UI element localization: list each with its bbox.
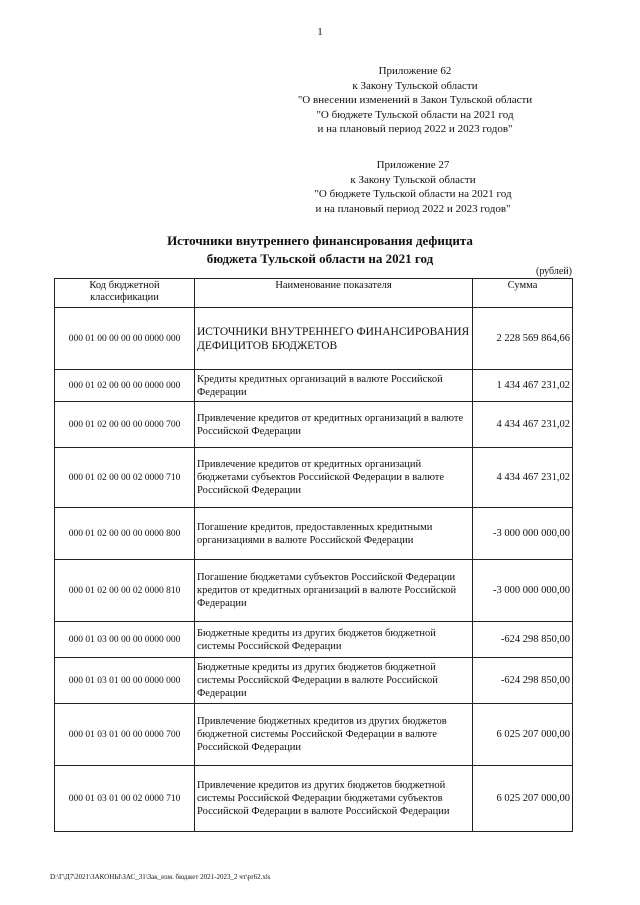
table-row xyxy=(55,508,573,560)
table-row xyxy=(55,704,573,766)
table-row xyxy=(55,402,573,448)
row-code: 000 01 02 00 00 00 0000 700 xyxy=(55,402,195,448)
row-amount: 6 025 207 000,00 xyxy=(473,704,573,766)
row-name: Бюджетные кредиты из других бюджетов бюджетной системы Российской Федерации в валюте Российской Федерации xyxy=(195,658,473,704)
header-amount: Сумма xyxy=(473,279,573,308)
row-code: 000 01 03 01 00 02 0000 710 xyxy=(55,766,195,832)
row-code: 000 01 03 00 00 00 0000 000 xyxy=(55,622,195,658)
table-row xyxy=(55,766,573,832)
row-code: 000 01 02 00 00 00 0000 000 xyxy=(55,370,195,402)
document-title-line: Источники внутреннего финансирования дефицита xyxy=(167,233,473,248)
row-amount: -624 298 850,00 xyxy=(473,622,573,658)
page-number: 1 xyxy=(317,26,323,38)
appendix-62-line: "О внесении изменений в Закон Тульской области xyxy=(297,94,533,106)
row-amount: -3 000 000 000,00 xyxy=(473,508,573,560)
appendix-27-line: и на плановый период 2022 и 2023 годов" xyxy=(315,202,511,215)
row-amount: 6 025 207 000,00 xyxy=(473,766,573,832)
appendix-27-line: "О бюджете Тульской области на 2021 год xyxy=(314,188,512,200)
footer-file-path: D:\Г\Д7\2021\ЗАКОНЫ\ЗАС_31\Зак_изм. бюджет 2021-2023_2 чт\pr62.xls xyxy=(50,873,271,881)
row-code: 000 01 02 00 00 02 0000 710 xyxy=(55,448,195,508)
row-name: Привлечение бюджетных кредитов из других бюджетов бюджетной системы Российской Федерации в валюте Российской Федерации xyxy=(195,704,473,766)
table-row xyxy=(55,370,573,402)
table-row xyxy=(55,622,573,658)
appendix-62-line: и на плановый период 2022 и 2023 годов" xyxy=(317,123,513,135)
units-label: (рублей) xyxy=(535,266,572,277)
row-name: Привлечение кредитов от кредитных организаций бюджетами субъектов Российской Федерации в валюте Российской Федерации xyxy=(195,448,473,508)
row-name: Привлечение кредитов из других бюджетов бюджетной системы Российской Федерации бюджетами субъектов Российской Федерации в валюте Российской Федерации xyxy=(195,766,473,832)
financing-sources-table xyxy=(54,278,573,832)
row-name: Кредиты кредитных организаций в валюте Российской Федерации xyxy=(195,370,473,402)
row-name: Привлечение кредитов от кредитных организаций в валюте Российской Федерации xyxy=(195,402,473,448)
table-row xyxy=(55,308,573,370)
row-name: Погашение кредитов, предоставленных кредитными организациями в валюте Российской Федерации xyxy=(195,508,473,560)
row-amount: 2 228 569 864,66 xyxy=(473,308,573,370)
row-code: 000 01 02 00 00 02 0000 810 xyxy=(55,560,195,622)
row-amount: 4 434 467 231,02 xyxy=(473,402,573,448)
document-title-line: бюджета Тульской области на 2021 год xyxy=(206,251,434,266)
row-amount: 4 434 467 231,02 xyxy=(473,448,573,508)
row-name: ИСТОЧНИКИ ВНУТРЕННЕГО ФИНАНСИРОВАНИЯ ДЕФИЦИТОВ БЮДЖЕТОВ xyxy=(195,308,473,370)
appendix-27-line: к Закону Тульской области xyxy=(350,173,476,186)
appendix-62-line: к Закону Тульской области xyxy=(352,79,478,92)
row-code: 000 01 03 01 00 00 0000 700 xyxy=(55,704,195,766)
appendix-62-line: Приложение 62 xyxy=(378,65,452,77)
table-row xyxy=(55,560,573,622)
row-code: 000 01 03 01 00 00 0000 000 xyxy=(55,658,195,704)
table-row xyxy=(55,448,573,508)
appendix-27-header xyxy=(248,158,578,216)
row-amount: 1 434 467 231,02 xyxy=(473,370,573,402)
appendix-27-line: Приложение 27 xyxy=(376,159,450,171)
row-code: 000 01 00 00 00 00 0000 000 xyxy=(55,308,195,370)
row-name: Бюджетные кредиты из других бюджетов бюджетной системы Российской Федерации xyxy=(195,622,473,658)
header-code: Код бюджетной классификации xyxy=(55,279,195,308)
row-code: 000 01 02 00 00 00 0000 800 xyxy=(55,508,195,560)
header-name: Наименование показателя xyxy=(195,279,473,308)
row-amount: -3 000 000 000,00 xyxy=(473,560,573,622)
table-header-row xyxy=(55,279,573,308)
document-title xyxy=(120,232,520,268)
appendix-62-header xyxy=(250,64,580,137)
row-amount: -624 298 850,00 xyxy=(473,658,573,704)
appendix-62-line: "О бюджете Тульской области на 2021 год xyxy=(316,108,514,121)
table-row xyxy=(55,658,573,704)
row-name: Погашение бюджетами субъектов Российской Федерации кредитов от кредитных организаций в валюте Российской Федерации xyxy=(195,560,473,622)
